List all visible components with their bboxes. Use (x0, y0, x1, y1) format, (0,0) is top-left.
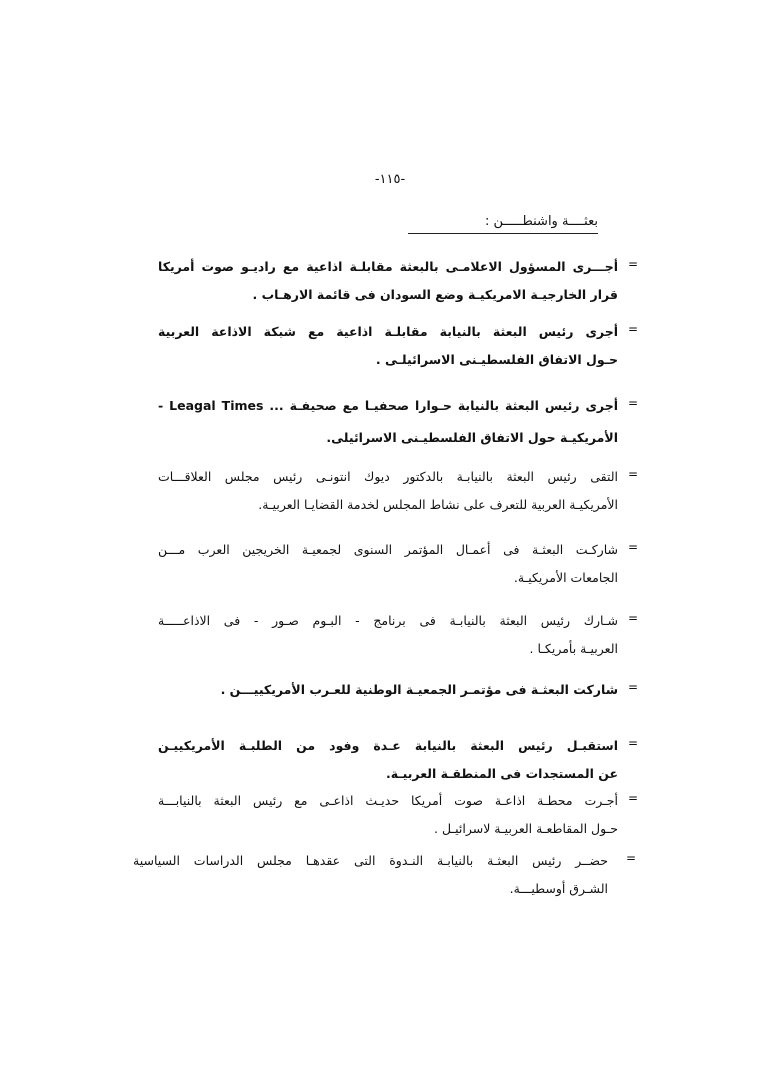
item-line: الجامعات الأمريكيـة. (513, 570, 618, 585)
bullet: = (627, 257, 638, 271)
item-line: أجـــرى المسؤول الاعلامـى بالبعثة مقابلـة اذاعية مع راديـو صوت أمريكا (158, 259, 618, 274)
bullet: = (627, 396, 638, 410)
list-item (158, 680, 638, 708)
bullet: = (627, 736, 638, 750)
item-line: عن المستجدات فى المنطقـة العربيـة. (386, 766, 618, 781)
item-line: حضــر رئيس البعثـة بالنيابـة النـدوة التى عقدهـا مجلس الدراسات السياسية (133, 853, 608, 868)
item-line: الشـرق أوسطيـــة. (509, 881, 608, 896)
list-item (158, 396, 638, 456)
bullet: = (627, 322, 638, 336)
item-line: شـارك رئيس البعثة بالنيابـة فى برنامج - البـوم صـور - فى الاذاعـــــة (158, 613, 618, 628)
bullet: = (627, 791, 638, 805)
item-line: أجرى رئيس البعثة بالنيابة مقابلـة اذاعية مع شبكة الاذاعة العربية (158, 324, 618, 339)
list-item (158, 467, 638, 523)
bullet: = (627, 680, 638, 694)
list-item (158, 611, 638, 667)
item-line: أجـرت محطـة اذاعـة صوت أمريكا حديـث اذاعـى مع رئيس البعثة بالنيابـــة (158, 793, 618, 808)
list-item (133, 851, 636, 907)
item-line: شاركـت البعثـة فى أعمـال المؤتمر السنوى لجمعيـة الخريجين العرب مـــن (158, 542, 618, 557)
item-line: العربيـة بأمريكـا . (529, 641, 618, 656)
item-line: أجرى رئيس البعثة بالنيابة حـوارا صحفيـا مع صحيفـة ... Leagal Times - (158, 398, 618, 413)
page-number: -١١٥- (374, 172, 406, 187)
list-item (158, 257, 638, 313)
bullet: = (625, 851, 636, 865)
bullet: = (627, 467, 638, 481)
list-item (158, 736, 638, 792)
item-line: استقبـل رئيس البعثة بالنيابة عـدة وفود من الطلبـة الأمريكييـن (158, 738, 618, 753)
item-line: حـول الاتفاق الفلسطيـنى الاسرائيلـى . (375, 352, 618, 367)
list-item (158, 540, 638, 596)
item-line: الأمريكيـة حول الاتفاق الفلسطيـنى الاسرائيلى. (326, 430, 618, 445)
item-line: قرار الخارجيـة الامريكيـة وضع السودان فى قائمة الارهـاب . (252, 287, 618, 302)
item-line: الأمريكيـة العربية للتعرف على نشاط المجلس لخدمة القضايـا العربيـة. (258, 497, 618, 512)
list-item (158, 322, 638, 378)
item-line: شاركت البعثـة فى مؤتمـر الجمعيـة الوطنية للعـرب الأمريكييـــن . (220, 682, 618, 697)
item-line: حـول المقاطعـة العربيـة لاسرائيـل . (434, 821, 618, 836)
list-item (158, 791, 638, 847)
item-line: التقى رئيس البعثة بالنيابـة بالدكتور ديوك انتونـى رئيس مجلس العلاقـــات (158, 469, 618, 484)
bullet: = (627, 540, 638, 554)
section-heading: بعثــــة واشنطـــــن : (408, 214, 598, 234)
bullet: = (627, 611, 638, 625)
